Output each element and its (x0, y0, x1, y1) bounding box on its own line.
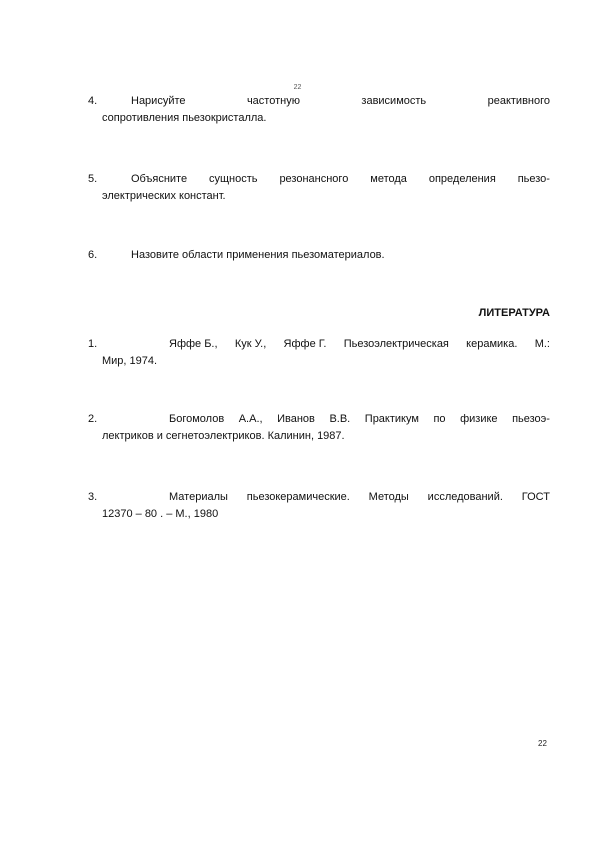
word: определения (428, 173, 496, 185)
word: исследований. (427, 491, 503, 503)
question-item-5 (88, 171, 550, 205)
word: Пьезоэлектрическая (343, 338, 449, 350)
word: резонансного (279, 173, 349, 185)
reference-number: 2. (88, 413, 98, 425)
word: М.: (534, 338, 550, 350)
reference-line (169, 336, 550, 353)
question-line (131, 171, 550, 188)
question-line-continued: сопротивления пьезокристалла. (102, 112, 267, 124)
word: метода (370, 173, 407, 185)
word: частотную (246, 95, 300, 107)
word: Материалы (169, 491, 228, 503)
word: Практикум (364, 413, 419, 425)
reference-item-3 (88, 489, 550, 523)
question-number: 5. (88, 173, 98, 185)
word: сущность (209, 173, 258, 185)
reference-line-continued: лектриков и сегнетоэлектриков. Калинин, 1987. (102, 430, 345, 442)
word: В.В. (329, 413, 351, 425)
word: Богомолов (169, 413, 225, 425)
reference-line (169, 489, 550, 506)
word: Яффе Б., (169, 338, 218, 350)
word: Кук У., (234, 338, 267, 350)
reference-line (169, 411, 550, 428)
question-line-continued: электрических констант. (102, 190, 226, 202)
reference-line-continued: Мир, 1974. (102, 355, 158, 367)
reference-number: 3. (88, 491, 98, 503)
word: Яффе Г. (283, 338, 327, 350)
word: Объясните (131, 173, 188, 185)
question-item-4 (88, 93, 550, 127)
word: Нарисуйте (131, 95, 186, 107)
word: Иванов (277, 413, 315, 425)
reference-item-1 (88, 336, 550, 370)
word: пьезоэ- (512, 413, 550, 425)
word: пьезо- (517, 173, 550, 185)
word: А.А., (238, 413, 263, 425)
page-number-top: 22 (293, 84, 302, 91)
question-number: 4. (88, 95, 98, 107)
question-item-6 (88, 247, 550, 264)
word: керамика. (466, 338, 518, 350)
literature-heading: ЛИТЕРАТУРА (478, 307, 550, 319)
reference-number: 1. (88, 338, 98, 350)
question-text: Назовите области применения пьезоматериалов. (131, 249, 385, 261)
word: ГОСТ (521, 491, 550, 503)
word: пьезокерамические. (246, 491, 350, 503)
page-number-bottom: 22 (538, 739, 547, 748)
word: физике (460, 413, 498, 425)
word: по (433, 413, 446, 425)
question-number: 6. (88, 249, 98, 261)
reference-item-2 (88, 411, 550, 445)
question-line (131, 93, 550, 110)
word: Методы (368, 491, 409, 503)
word: зависимость (361, 95, 427, 107)
word: реактивного (487, 95, 550, 107)
reference-line-continued: 12370 – 80 . – М., 1980 (102, 508, 219, 520)
